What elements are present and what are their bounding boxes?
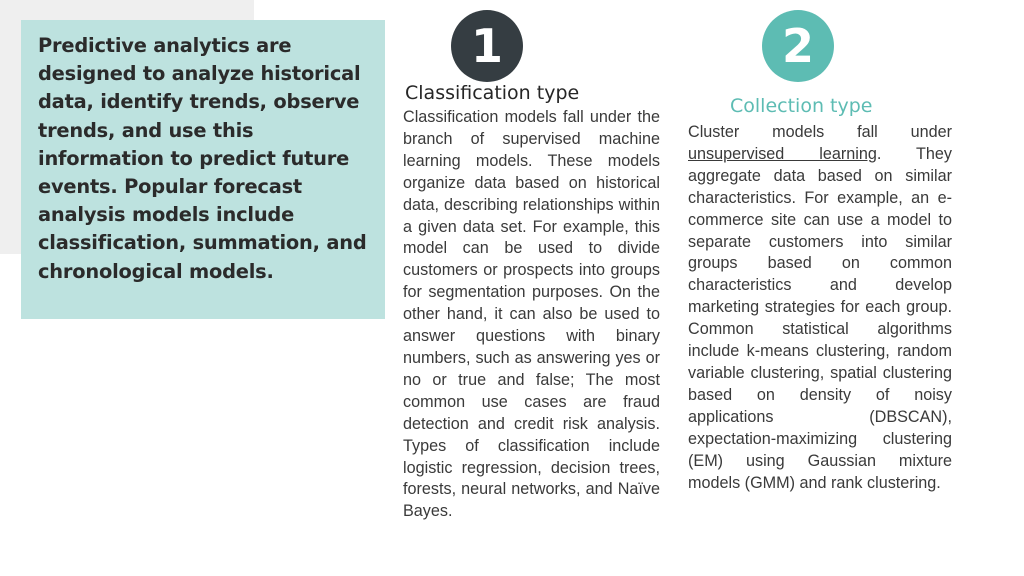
collection-body-rest: . They aggregate data based on similar characteristics. For example, an e-commerce site can use a model to separate customers into similar groups based on common characteristics and develop marketing strategies for each group. Common statistical algorithms include k-means clustering, random variable clustering, spatial clustering based on density of noisy applications (DBSCAN), expectation-maximizing clustering (EM) using Gaussian mixture models (GMM) and rank clustering. bbox=[688, 144, 952, 492]
classification-heading: Classification type bbox=[405, 82, 580, 104]
collection-body bbox=[688, 122, 952, 494]
collection-body-intro: Cluster models fall under bbox=[688, 123, 952, 141]
number-badge-1: 1 bbox=[451, 10, 523, 82]
intro-box bbox=[21, 20, 385, 319]
unsupervised-learning-link[interactable]: unsupervised learning bbox=[688, 144, 877, 163]
intro-text: Predictive analytics are designed to analyze historical data, identify trends, observe trends, and use this information to predict future events. Popular forecast analysis models include classification, summation, and chronological models. bbox=[38, 34, 367, 283]
number-badge-2: 2 bbox=[762, 10, 834, 82]
collection-heading: Collection type bbox=[730, 95, 873, 117]
classification-body: Classification models fall under the branch of supervised machine learning models. These models organize data based on historical data, describing relationships within a given data set. For example, this model can be used to divide customers or prospects into groups for segmentation purposes. On the other hand, it can also be used to answer questions with binary numbers, such as answering yes or no or true and false; The most common use cases are fraud detection and credit risk analysis. Types of classification include logistic regression, decision trees, forests, neural networks, and Naïve Bayes. bbox=[403, 108, 660, 521]
